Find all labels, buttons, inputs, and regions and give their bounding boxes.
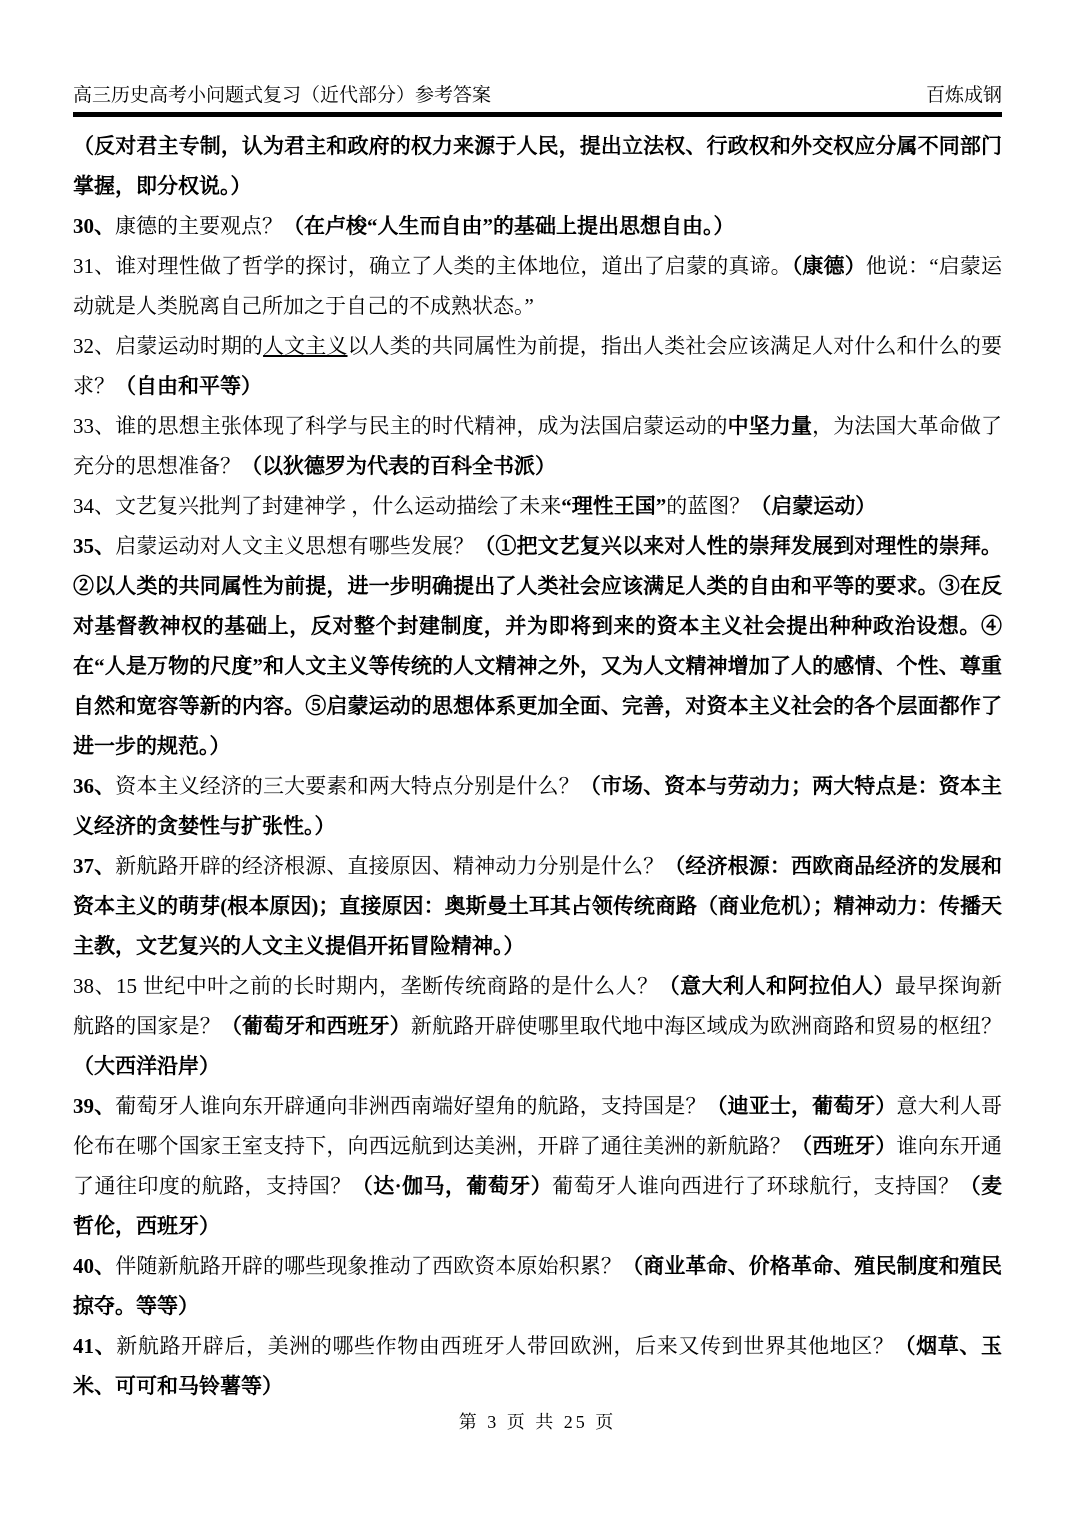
text-run: （麦哲伦，西班牙） (73, 1174, 1003, 1238)
document-body (73, 117, 1002, 1406)
text-run: 葡萄牙人谁向西进行了环球航行，支持国？ (552, 1174, 960, 1198)
text-run: 葡萄牙人谁向东开辟通向非洲西南端好望角的航路，支持国是？ (115, 1094, 707, 1118)
text-run: （自由和平等） (115, 374, 262, 398)
text-run: （商业革命、价格革命、殖民制度和殖民掠夺。等等） (73, 1254, 1003, 1318)
text-run: （市场、资本与劳动力；两大特点是：资本主义经济的贪婪性与扩张性。） (73, 774, 1003, 838)
paragraph (73, 526, 1002, 766)
text-run: 新航路开辟的经济根源、直接原因、精神动力分别是什么？ (115, 854, 665, 878)
paragraph (73, 1086, 1002, 1246)
text-run: 30、 (73, 214, 115, 238)
text-run: （大西洋沿岸） (73, 1054, 220, 1078)
text-run: 康德的主要观点？ (115, 214, 283, 238)
text-run: 39、 (73, 1094, 116, 1118)
paragraph (73, 1246, 1002, 1326)
text-run: （启蒙运动） (750, 494, 877, 518)
text-run: 中坚力量 (727, 414, 813, 438)
text-run: （①把文艺复兴以来对人性的崇拜发展到对理性的崇拜。②以人类的共同属性为前提，进一步明确提出了人类社会应该满足人类的自由和平等的要求。③在反对基督教神权的基础上，反对整个封建制度，并为即将到来的资本主义社会提出种种政治设想。④在“人是万物的尺度”和人文主义等传统的人文精神之外，又为人文精神增加了人的感情、个性、尊重自然和宽容等新的内容。⑤启蒙运动的思想体系更加全面、完善，对资本主义社会的各个层面都作了进一步的规范。） (73, 534, 1003, 758)
text-run: 38、15 世纪中叶之前的长时期内，垄断传统商路的是什么人？ (73, 974, 659, 998)
text-run: 新航路开辟后，美洲的哪些作物由西班牙人带回欧洲，后来又传到世界其他地区？ (116, 1334, 895, 1358)
text-run: （葡萄牙和西班牙） (220, 1014, 411, 1038)
text-run: “理性王国” (561, 494, 667, 518)
text-run: 资本主义经济的三大要素和两大特点分别是什么？ (115, 774, 580, 798)
text-run: （意大利人和阿拉伯人） (658, 974, 896, 998)
text-run: 36、 (73, 774, 116, 798)
text-run: 谁向东开通了通往印度的航路，支持国？ (73, 1134, 1003, 1198)
text-run: （反对君主专制，认为君主和政府的权力来源于人民，提出立法权、行政权和外交权应分属不同部门掌握，即分权说。） (73, 134, 1002, 198)
text-run: 他说：“启蒙运动就是人类脱离自己所加之于自己的不成熟状态。” (73, 254, 1003, 318)
text-run: 34、文艺复兴批判了封建神学 ，什么运动描绘了未来 (73, 494, 562, 518)
text-run: 35、 (73, 534, 116, 558)
header-title-left: 高三历史高考小问题式复习（近代部分）参考答案 (73, 85, 492, 106)
text-run: 新航路开辟使哪里取代地中海区域成为欧洲商路和贸易的枢纽？ (410, 1014, 1003, 1038)
paragraph (73, 246, 1002, 326)
text-run: 启蒙运动对人文主义思想有哪些发展？ (115, 534, 475, 558)
text-run: ，为法国大革命做了充分的思想准备？ (73, 414, 1003, 478)
text-run: （康德） (791, 254, 866, 278)
paragraph (73, 206, 1002, 246)
text-run: 意大利人哥伦布在哪个国家王室支持下，向西远航到达美洲，开辟了通往美洲的新航路？ (73, 1094, 1003, 1158)
paragraph (73, 406, 1002, 486)
paragraph (73, 126, 1002, 206)
text-run: 的蓝图？ (666, 494, 751, 518)
header-title-right: 百炼成钢 (925, 85, 1002, 106)
paragraph (73, 846, 1002, 966)
text-run: （烟草、玉米、可可和马铃薯等） (73, 1334, 1003, 1398)
text-run: 最早探询新航路的国家是？ (73, 974, 1003, 1038)
text-run: 41、 (73, 1334, 117, 1358)
text-run: 人文主义 (263, 334, 348, 358)
page-header (73, 84, 1002, 117)
paragraph (73, 766, 1002, 846)
text-run: （经济根源：西欧商品经济的发展和资本主义的萌芽(根本原因)；直接原因：奥斯曼土耳其占领传统商路（商业危机）；精神动力：传播天主教，文艺复兴的人文主义提倡开拓冒险精神。） (73, 854, 1003, 958)
text-run: 33、谁的思想主张体现了科学与民主的时代精神，成为法国启蒙运动的 (73, 414, 728, 438)
paragraph (73, 1326, 1002, 1406)
text-run: （以狄德罗为代表的百科全书派） (241, 454, 556, 478)
page-number: 第 3 页 共 25 页 (458, 1412, 617, 1432)
text-run: （达·伽马，葡萄牙） (351, 1174, 553, 1198)
text-run: 伴随新航路开辟的哪些现象推动了西欧资本原始积累？ (115, 1254, 623, 1278)
paragraph (73, 326, 1002, 406)
text-run: 31、谁对理性做了哲学的探讨，确立了人类的主体地位，道出了启蒙的真谛。 (73, 254, 792, 278)
text-run: （迪亚士，葡萄牙） (706, 1094, 897, 1118)
text-run: 32、启蒙运动时期的 (73, 334, 264, 358)
text-run: （西班牙） (790, 1134, 897, 1158)
text-run: （在卢梭“人生而自由”的基础上提出思想自由。） (283, 214, 735, 238)
text-run: 40、 (73, 1254, 116, 1278)
paragraph (73, 486, 1002, 526)
paragraph (73, 966, 1002, 1086)
text-run: 以人类的共同属性为前提，指出人类社会应该满足人对什么和什么的要求？ (73, 334, 1003, 398)
text-run: 37、 (73, 854, 116, 878)
